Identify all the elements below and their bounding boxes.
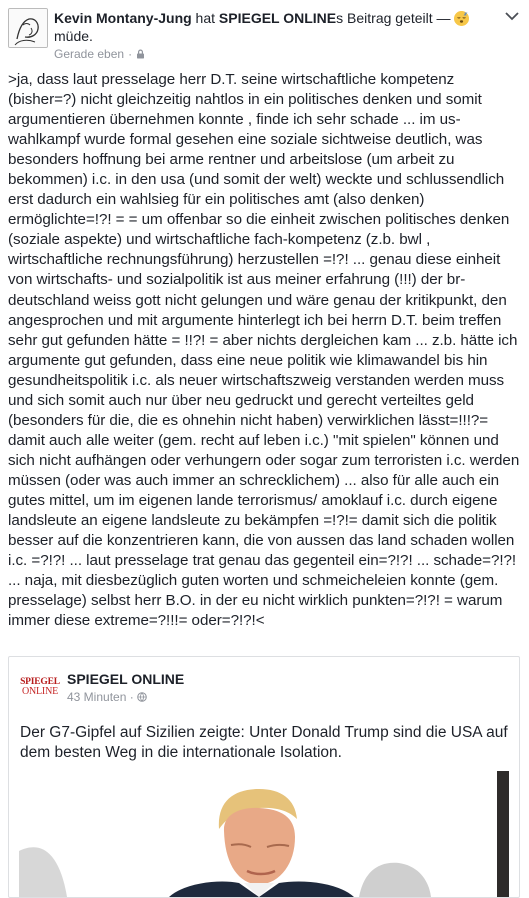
feeling-text: müde. <box>54 28 93 44</box>
lock-icon[interactable] <box>136 48 145 62</box>
shared-post-timestamp[interactable]: 43 Minuten <box>67 690 127 704</box>
author-name-link[interactable]: Kevin Montany-Jung <box>54 10 192 26</box>
avatar-sketch-icon <box>9 9 47 47</box>
shared-page-name[interactable]: SPIEGEL ONLINE <box>67 671 185 687</box>
shared-post-meta: 43 Minuten · <box>67 690 147 704</box>
post-body-text: >ja, dass laut presselage herr D.T. seine wirtschaftliche kompetenz (bisher=?) nicht gleichzeitig nahtlos in ein politisches denken und somit argumentieren übernehmen konnte , finde ich sehr schade ... im us-wahlkampf wurde formal gesehen eine soziale sichtweise deutlich, was besonders hoffnung bei arme rentner und arbeitslose (um arbeit zu bekommen) i.c. in den usa (und somit der welt) weckte und schlussendlich erst dadurch ein wahlsieg für ein politisches amt (also denken) ermöglichte=!?! = = um offenbar so die einheit zwischen politisches denken (soziale aspekte) und wirtschaftliche fach-kompetenz (z.b. bwl , wirtschaftliche rechnungsführung) herzustellen =!?! ... genau diese einheit von wirtschafts- und sozialpolitik ist aus meiner erfahrung (!!!) der br-deutschland weiss gott nicht gelungen und wäre genau der kritikpunkt, den angesprochen und mit argumente hinterlegt ich bei herrn D.T. beim treffen sehr gut gefunden hätte = !!?! = aber nichts dergleichen kam ... z.b. hätte ich argumente gut gefunden, dass eine neue politik wie klimawandel bis hin gesundheitspolitik i.c. als neuer wirtschaftszweig verstanden werden muss und sich somit auch nur über neu gedruckt und gerecht verteiltes geld (besonders für die, die es ohnehin nicht haben) verwirklichen lässt=!!!?= damit auch alle weiter (gem. recht auf leben i.c.) "mit spielen" können und sich nicht aufhängen oder verhungern oder sogar zum terroristen i.c. werden müssen (oder was auch immer an schrecklichem) ... also für alle auch ein gutes mittel, um im eigenen lande terrorismus/ amoklauf i.c. durch eigene landsleute an eigene landsleute zu bekämpfen =!?!= damit sich die politik besser auf die konzentrieren kann, die von aussen das land schaden wollen i.c. =?!?! ... laut presselage trat genau das gegenteil ein=?!?! ... schade=?!?! ... naja, mit diesbezüglich guten worten und schmeicheleien konnte (gem. presselage) selbst herr B.O. in der eu nicht wirklich punkten=?!?! = warum immer diese extreme=?!!!= oder=?!?!< <box>8 71 520 630</box>
globe-icon[interactable] <box>137 690 147 704</box>
shared-page-link[interactable]: SPIEGEL ONLINE <box>218 10 337 26</box>
sleepy-face-icon <box>454 11 469 26</box>
post-header <box>0 0 529 70</box>
action-text: hat <box>191 10 219 26</box>
post-timestamp[interactable]: Gerade eben <box>54 47 125 61</box>
shared-post-image[interactable] <box>19 771 509 897</box>
shared-post-text: Der G7-Gipfel auf Sizilien zeigte: Unter Donald Trump sind die USA auf dem besten Weg in die internationale Isolation. <box>20 724 508 761</box>
author-line <box>54 9 494 45</box>
spiegel-online-logo[interactable]: SPIEGEL ONLINE <box>20 677 60 697</box>
chevron-down-icon[interactable] <box>505 8 519 26</box>
action-suffix: s Beitrag geteilt — <box>336 10 451 26</box>
avatar[interactable] <box>8 8 48 48</box>
post-meta: Gerade eben · <box>54 47 145 62</box>
shared-post-card[interactable] <box>8 656 520 898</box>
